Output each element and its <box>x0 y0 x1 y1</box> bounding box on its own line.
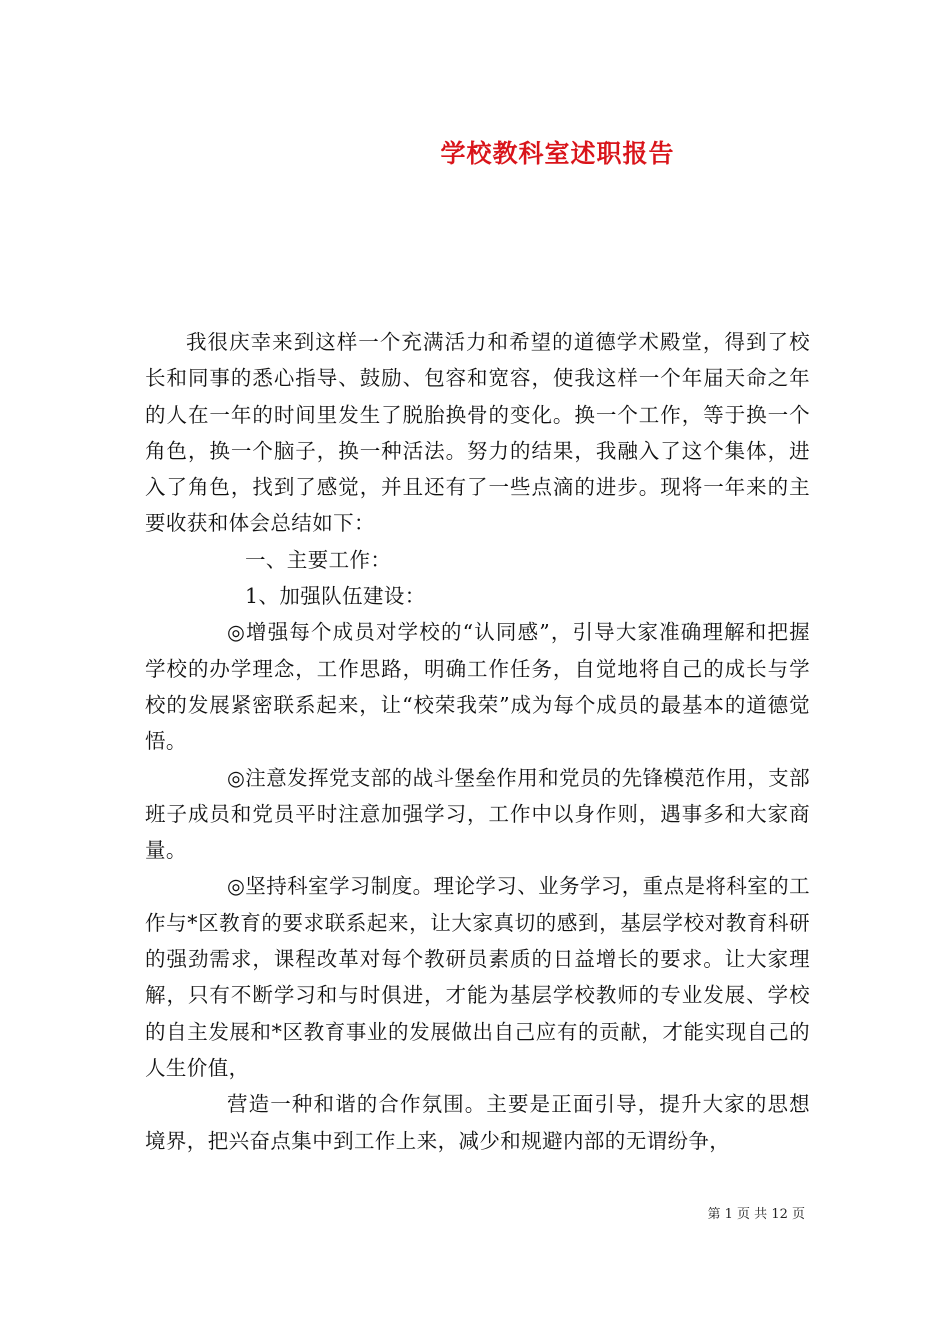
page-footer: 第 1 页 共 12 页 <box>707 1207 805 1222</box>
paragraph-harmony: 营造一种和谐的合作氛围。主要是正面引导，提升大家的思想境界，把兴奋点集中到工作上来，减少和规避内部的无谓纷争， <box>145 1092 810 1153</box>
document-title: 学校教科室述职报告 <box>440 139 675 168</box>
subsection-heading-team-building: 1、加强队伍建设： <box>245 584 426 609</box>
paragraph-party-branch: ◎注意发挥党支部的战斗堡垒作用和党员的先锋模范作用，支部班子成员和党员平时注意加强学习，工作中以身作则，遇事多和大家商量。 <box>145 765 810 863</box>
paragraph-identity: ◎增强每个成员对学校的“认同感”，引导大家准确理解和把握学校的办学理念，工作思路，明确工作任务，自觉地将自己的成长与学校的发展紧密联系起来，让“校荣我荣”成为每个成员的最基本的道德觉悟。 <box>145 620 810 754</box>
section-heading-main-work: 一、主要工作： <box>245 547 392 572</box>
intro-paragraph: 我很庆幸来到这样一个充满活力和希望的道德学术殿堂，得到了校长和同事的悉心指导、鼓励、包容和宽容，使我这样一个年届天命之年的人在一年的时间里发生了脱胎换骨的变化。换一个工作，等于换一个角色，换一个脑子，换一种活法。努力的结果，我融入了这个集体，进入了角色，找到了感觉，并且还有了一些点滴的进步。现将一年来的主要收获和体会总结如下： <box>145 330 810 536</box>
paragraph-study-system: ◎坚持科室学习制度。理论学习、业务学习，重点是将科室的工作与*区教育的要求联系起来，让大家真切的感到，基层学校对教育科研的强劲需求，课程改革对每个教研员素质的日益增长的要求。让大家理解，只有不断学习和与时俱进，才能为基层学校教师的专业发展、学校的自主发展和*区教育事业的发展做出自己应有的贡献，才能实现自己的人生价值， <box>145 874 810 1080</box>
document-body <box>145 324 810 1159</box>
